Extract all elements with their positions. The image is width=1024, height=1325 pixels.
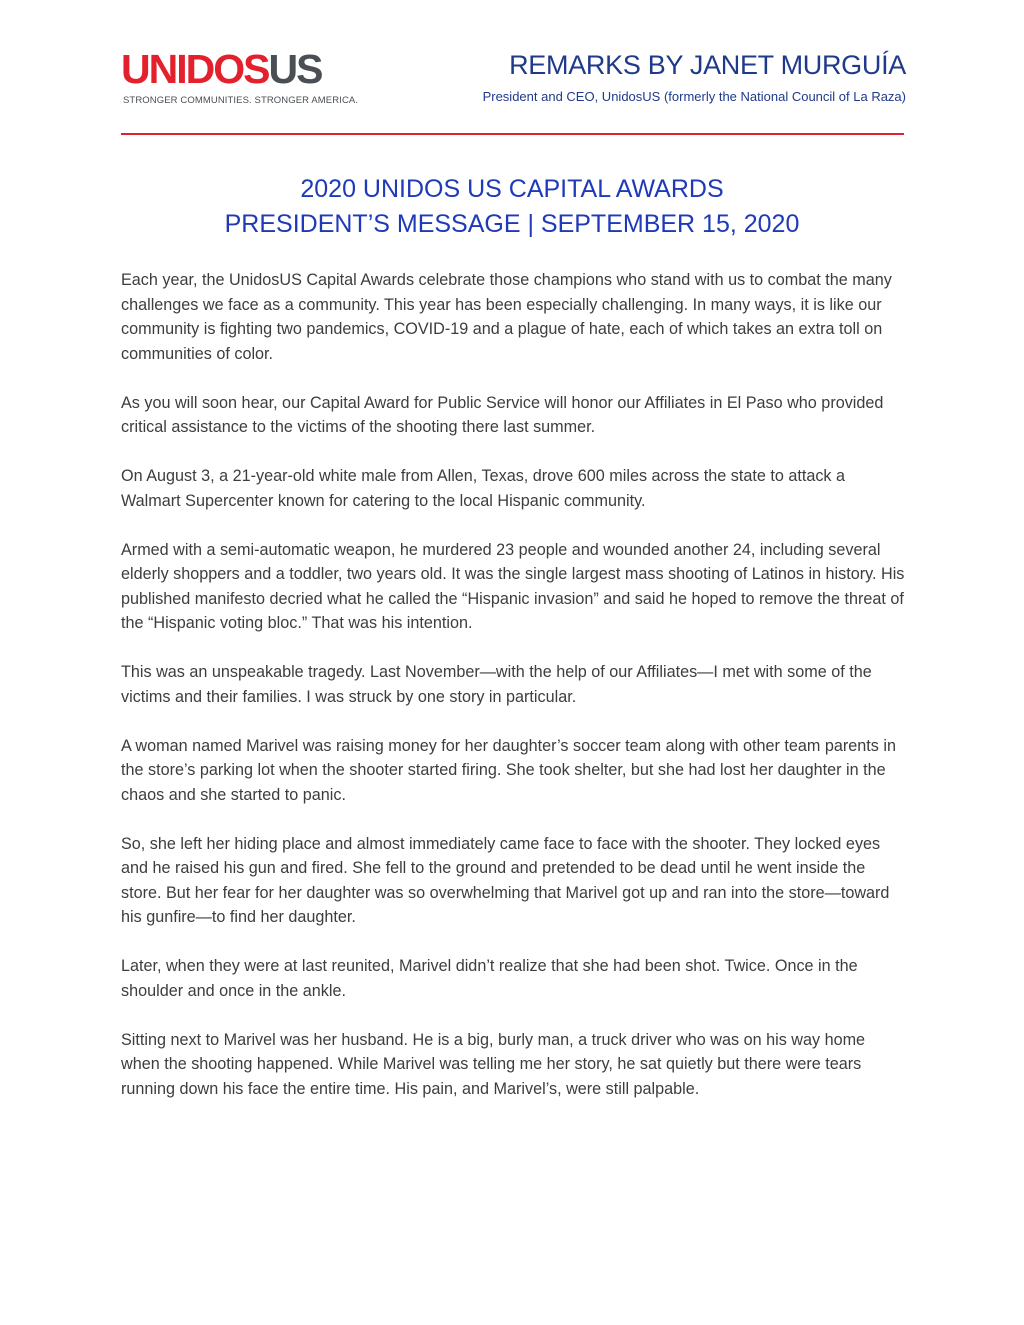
logo-text-gray: US [268,46,322,92]
logo-text-red: UNIDOS [121,46,269,92]
paragraph: Sitting next to Marivel was her husband. He is a big, burly man, a truck driver who was on his way home when the shooting happened. While Marivel was telling me her story, he sat quietly but there were tears running down his face the entire time. His pain, and Marivel’s, were still palpable. [121,1030,866,1098]
document-title-line1: 2020 UNIDOS US CAPITAL AWARDS [300,175,724,203]
paragraph: This was an unspeakable tragedy. Last November—with the help of our Affiliates—I met with some of the victims and their families. I was struck by one story in particular. [121,663,872,706]
document-body [121,268,906,1126]
paragraph: As you will soon hear, our Capital Award for Public Service will honor our Affiliates in El Paso who provided critical assistance to the victims of the shooting there last summer. [121,393,884,436]
document-title-line2: PRESIDENT’S MESSAGE | SEPTEMBER 15, 2020 [224,210,800,238]
paragraph: Each year, the UnidosUS Capital Awards celebrate those champions who stand with us to combat the many challenges we face as a community. This year has been especially challenging. In many ways, it is like our community is fighting two pandemics, COVID-19 and a plague of hate, each of which takes an extra toll on communities of color. [121,271,892,363]
header-title: REMARKS BY JANET MURGUÍA [509,50,906,80]
paragraph: So, she left her hiding place and almost immediately came face to face with the shooter. They locked eyes and he raised his gun and fired. She fell to the ground and pretended to be dead until he went inside the store. But her fear for her daughter was so overwhelming that Marivel got up and ran into the store—toward his gunfire—to find her daughter. [121,834,890,926]
paragraph: A woman named Marivel was raising money for her daughter’s soccer team along with other team parents in the store’s parking lot when the shooter started firing. She took shelter, but she had lost her daughter in the chaos and she started to panic. [121,736,896,804]
header-subtitle: President and CEO, UnidosUS (formerly the National Council of La Raza) [482,89,906,104]
unidosus-logo [121,48,361,110]
paragraph: Later, when they were at last reunited, Marivel didn’t realize that she had been shot. Twice. Once in the shoulder and once in the ankle. [121,957,858,1000]
header-divider [121,133,904,135]
logo-wordmark [121,48,321,90]
paragraph: Armed with a semi-automatic weapon, he murdered 23 people and wounded another 24, including several elderly shoppers and a toddler, two years old. It was the single largest mass shooting of Latinos in history. His published manifesto decried what he called the “Hispanic invasion” and said he hoped to remove the threat of the “Hispanic voting bloc.” That was his intention. [121,540,905,632]
logo-tagline: STRONGER COMMUNITIES. STRONGER AMERICA. [123,95,359,106]
paragraph: On August 3, a 21-year-old white male from Allen, Texas, drove 600 miles across the state to attack a Walmart Supercenter known for catering to the local Hispanic community. [121,467,846,510]
